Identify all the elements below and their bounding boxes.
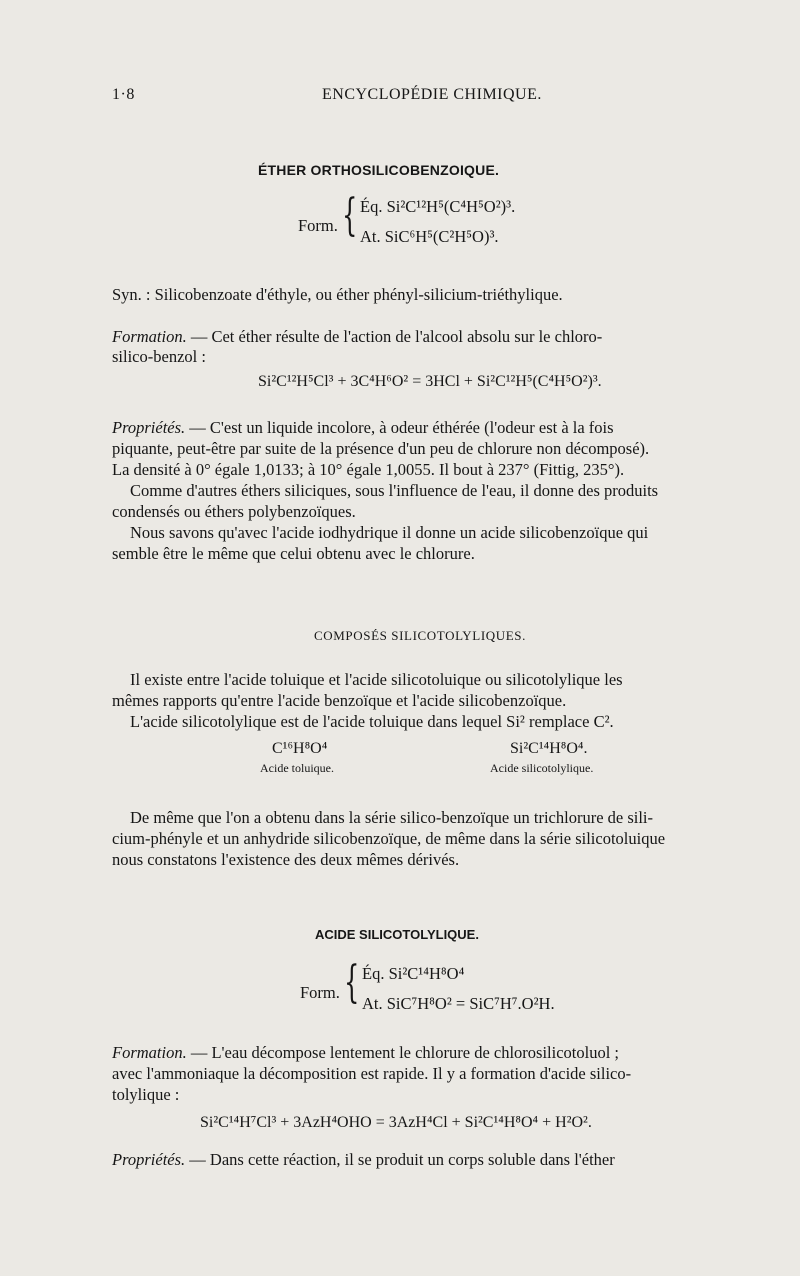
at-formula: At. SiC⁷H⁸O² = SiC⁷H⁷.O²H. xyxy=(362,994,555,1013)
text-line: mêmes rapports qu'entre l'acide benzoïque et l'acide silicobenzoïque. xyxy=(112,691,567,710)
eq-formula: Éq. Si²C¹⁴H⁸O⁴ xyxy=(362,964,465,983)
text-line: avec l'ammoniaque la décomposition est rapide. Il y a formation d'acide silico- xyxy=(112,1064,632,1083)
text-line: silico-benzol : xyxy=(112,347,206,366)
section-title-acid: ACIDE SILICOTOLYLIQUE. xyxy=(315,927,479,942)
at-formula: At. SiC⁶H⁵(C²H⁵O)³. xyxy=(360,227,499,246)
text-line: cium-phényle et un anhydride silicobenzoïque, de même dans la série silicotoluique xyxy=(112,829,666,848)
form-label: Form. xyxy=(298,216,338,235)
text-line: nous constatons l'existence des deux mêmes dérivés. xyxy=(112,850,460,869)
reaction-equation: Si²C¹⁴H⁷Cl³ + 3AzH⁴OHO = 3AzH⁴Cl + Si²C¹⁴H⁸O⁴ + H²O². xyxy=(200,1114,592,1131)
text-line: Nous savons qu'avec l'acide iodhydrique il donne un acide silicobenzoïque qui xyxy=(130,523,649,542)
brace-symbol: { xyxy=(342,190,358,241)
properties-label: Propriétés. xyxy=(112,1150,186,1169)
caption-silicotolylic: Acide silicotolylique. xyxy=(490,761,594,775)
formation-label: Formation. xyxy=(112,327,187,346)
formula-silicotolylic: Si²C¹⁴H⁸O⁴. xyxy=(510,740,588,757)
formula-toluic: C¹⁶H⁸O⁴ xyxy=(272,740,328,757)
caption-toluic: Acide toluique. xyxy=(260,761,334,775)
text-line: L'acide silicotolylique est de l'acide toluique dans lequel Si² remplace C². xyxy=(130,712,614,731)
text-line: tolylique : xyxy=(112,1085,180,1104)
eq-formula: Éq. Si²C¹²H⁵(C⁴H⁵O²)³. xyxy=(360,197,516,216)
text-line: condensés ou éthers polybenzoïques. xyxy=(112,502,356,521)
synonym-line: Syn. : Silicobenzoate d'éthyle, ou éther phényl-silicium-triéthylique. xyxy=(112,285,563,304)
text-line: De même que l'on a obtenu dans la série silico-benzoïque un trichlorure de sili- xyxy=(130,808,654,827)
text-line: piquante, peut-être par suite de la présence d'un peu de chlorure non décomposé). xyxy=(112,439,650,458)
running-title: ENCYCLOPÉDIE CHIMIQUE. xyxy=(322,86,542,103)
text-line: semble être le même que celui obtenu avec le chlorure. xyxy=(112,544,475,563)
section-title-ether: ÉTHER ORTHOSILICOBENZOIQUE. xyxy=(258,162,500,178)
brace-symbol: { xyxy=(344,957,360,1008)
text-line: Comme d'autres éthers siliciques, sous l'influence de l'eau, il donne des produits xyxy=(130,481,659,500)
form-label: Form. xyxy=(300,983,340,1002)
properties-label: Propriétés. xyxy=(112,418,186,437)
section-title-compounds: COMPOSÉS SILICOTOLYLIQUES. xyxy=(314,628,526,643)
text-line: Il existe entre l'acide toluique et l'acide silicotoluique ou silicotolylique les xyxy=(130,670,623,689)
formation-label: Formation. xyxy=(112,1043,187,1062)
formation-paragraph: Formation. — L'eau décompose lentement le chlorure de chlorosilicotoluol ; xyxy=(112,1043,620,1062)
page-number: 1·8 xyxy=(112,86,135,103)
properties-paragraph: Propriétés. — C'est un liquide incolore, à odeur éthérée (l'odeur est à la fois xyxy=(112,418,614,437)
properties-paragraph: Propriétés. — Dans cette réaction, il se produit un corps soluble dans l'éther xyxy=(112,1150,615,1169)
text-line: La densité à 0° égale 1,0133; à 10° égale 1,0055. Il bout à 237° (Fittig, 235°). xyxy=(112,460,625,479)
reaction-equation: Si²C¹²H⁵Cl³ + 3C⁴H⁶O² = 3HCl + Si²C¹²H⁵(C⁴H⁵O²)³. xyxy=(258,373,602,390)
formation-paragraph: Formation. — Cet éther résulte de l'action de l'alcool absolu sur le chloro- xyxy=(112,327,603,346)
